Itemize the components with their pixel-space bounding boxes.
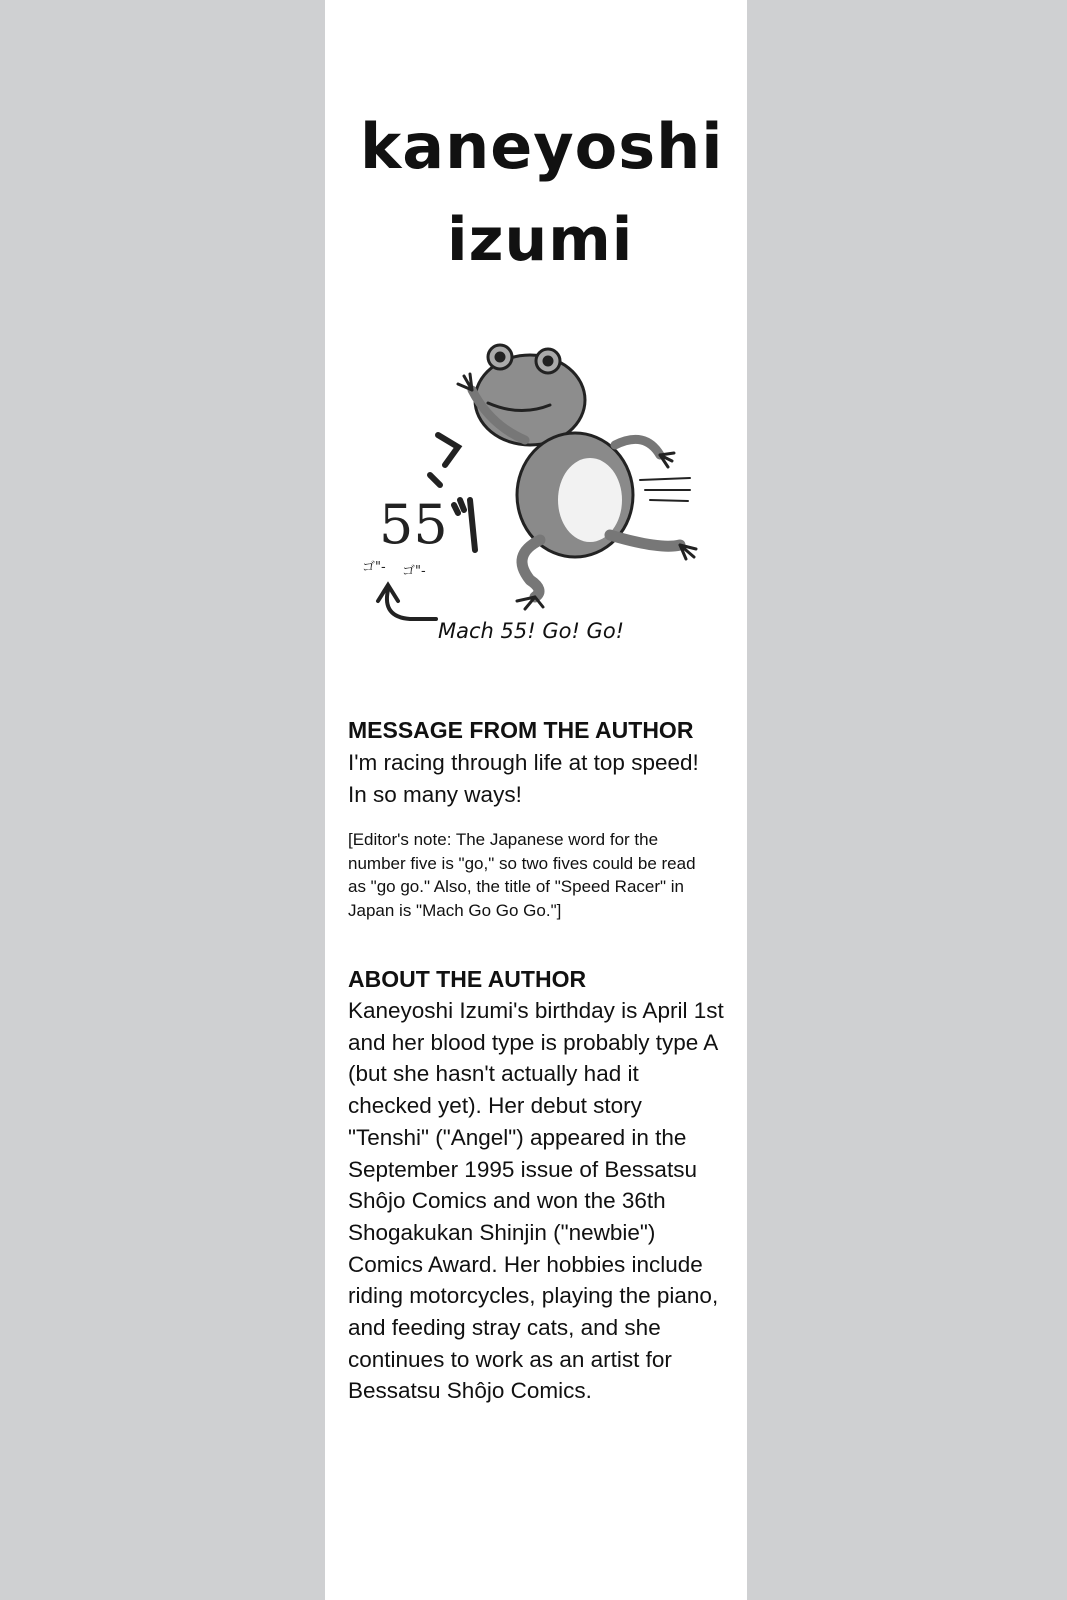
editor-note-line: Japan is "Mach Go Go Go."] [348, 900, 562, 920]
svg-text:ゴ"-: ゴ"- [362, 560, 386, 575]
sfx-number: 55 [379, 493, 448, 556]
about-body [348, 995, 738, 1407]
editor-note-line: number five is "go," so two fives could be read [348, 853, 696, 873]
about-line: and feeding stray cats, and she [348, 1315, 661, 1341]
about-line: riding motorcycles, playing the piano, [348, 1283, 719, 1309]
about-line: checked yet). Her debut story [348, 1093, 642, 1119]
message-body [348, 747, 738, 810]
about-line: and her blood type is probably type A [348, 1029, 719, 1055]
message-line: I'm racing through life at top speed! [348, 750, 699, 775]
svg-text:ゴ"-: ゴ"- [402, 564, 426, 579]
illustration-caption: Mach 55! Go! Go! [438, 619, 625, 643]
about-line: "Tenshi" ("Angel") appeared in the [348, 1124, 687, 1150]
editor-note-line: [Editor's note: The Japanese word for the [348, 830, 659, 850]
about-heading: ABOUT THE AUTHOR [348, 966, 587, 992]
message-line: In so many ways! [348, 781, 522, 807]
about-line: continues to work as an artist for [348, 1346, 672, 1372]
sfx-small-katakana [362, 560, 426, 579]
about-line: Shôjo Comics and won the 36th [348, 1188, 666, 1214]
frog-icon [458, 345, 696, 609]
about-line: Shogakukan Shinjin ("newbie") [348, 1219, 656, 1245]
message-section [348, 716, 738, 922]
about-line: Kaneyoshi Izumi's birthday is April 1st [348, 998, 724, 1023]
about-line: Comics Award. Her hobbies include [348, 1251, 703, 1277]
editor-note [348, 828, 738, 922]
editor-note-line: as "go go." Also, the title of "Speed Racer" in [348, 877, 684, 897]
message-heading: MESSAGE FROM THE AUTHOR [348, 717, 694, 743]
about-line: Bessatsu Shôjo Comics. [348, 1378, 592, 1404]
about-line: September 1995 issue of Bessatsu [348, 1156, 697, 1182]
about-section [348, 965, 738, 1407]
author-first-name: kaneyoshi [360, 110, 724, 183]
about-line: (but she hasn't actually had it [348, 1061, 639, 1087]
author-last-name: izumi [447, 205, 634, 275]
arrow-icon [378, 585, 436, 619]
